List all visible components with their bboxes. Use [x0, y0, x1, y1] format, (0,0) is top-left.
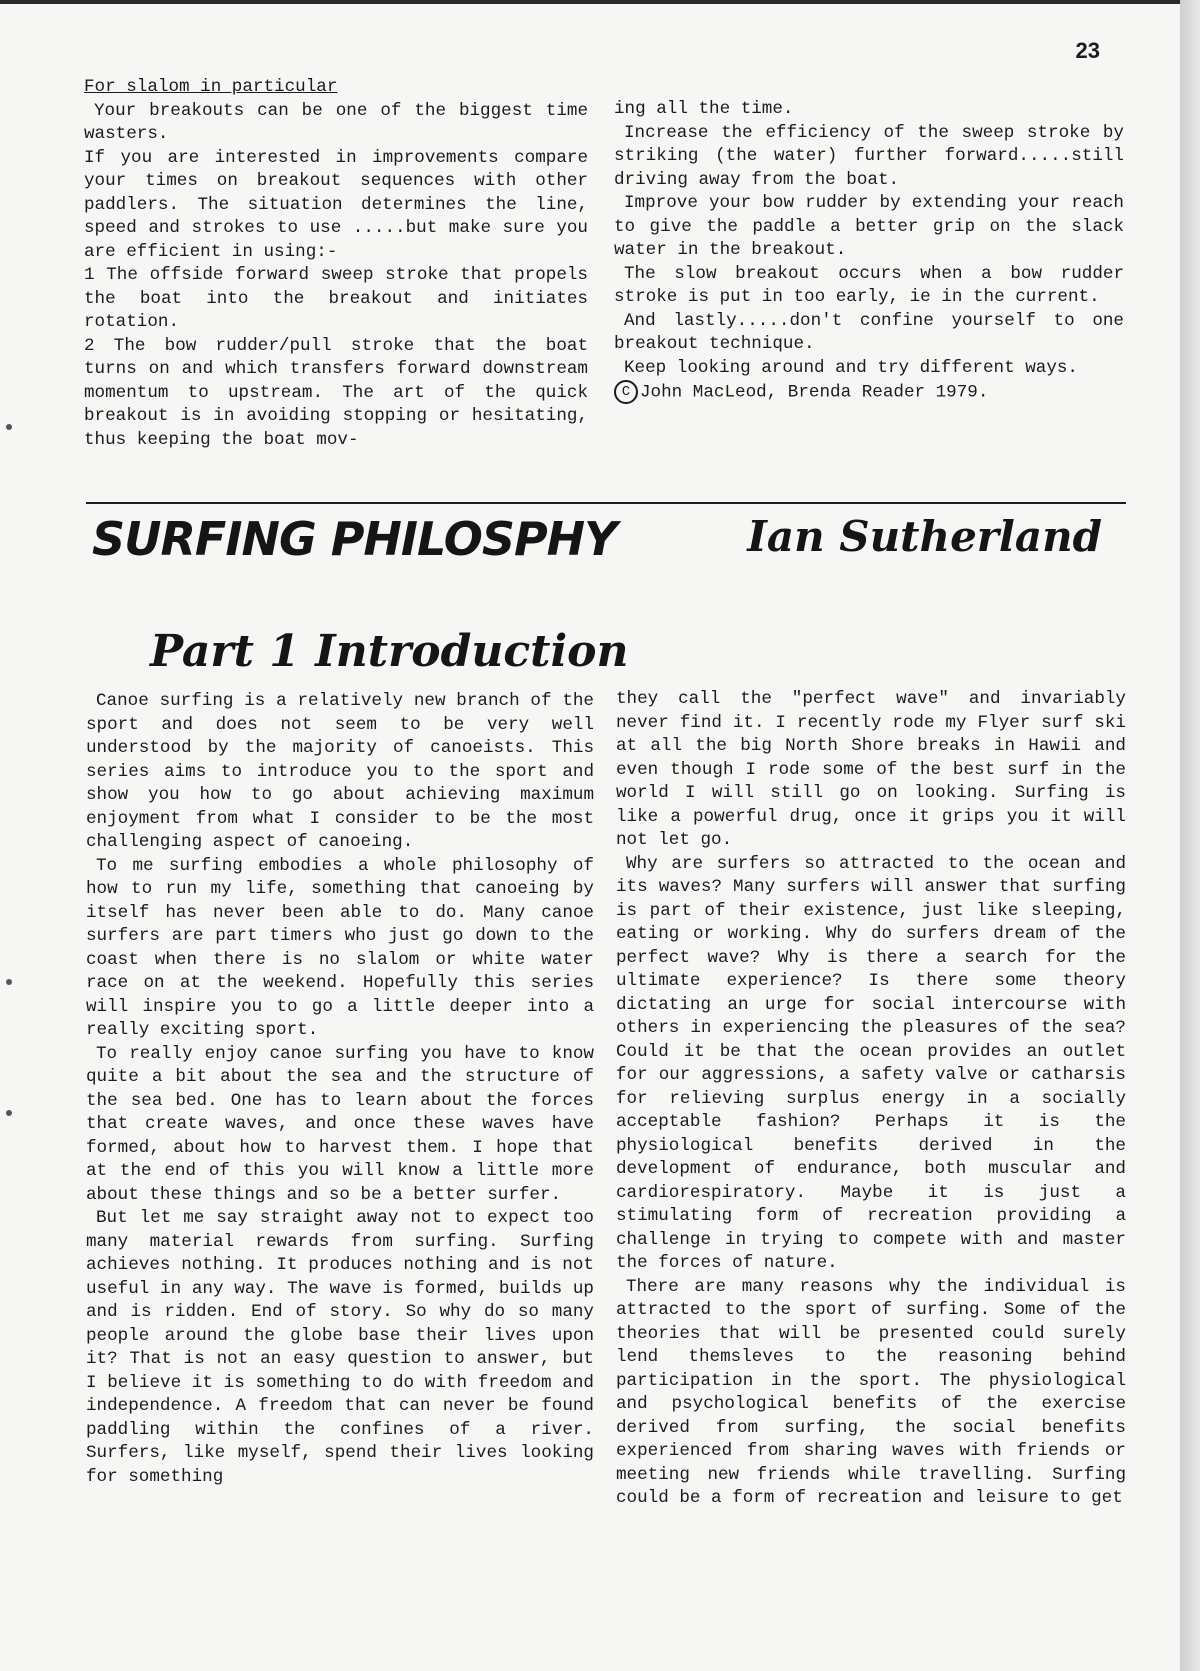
page-edge [1180, 0, 1200, 1671]
article-paragraph: To really enjoy canoe surfing you have to know quite a bit about the sea and the structure of the sea bed. One has to learn about the forces that create waves, and once these waves have formed, about how to harvest them. I hope that at the end of this you will know a little more about these things and so be a better surfer. [86, 1043, 594, 1205]
slalom-paragraph: 1 The offside forward sweep stroke that propels the boat into the breakout and initiates rotation. [84, 265, 588, 332]
article-paragraph: Canoe surfing is a relatively new branch of the sport and does not seem to be very well understood by the majority of canoeists. This series aims to introduce you to the sport and show you how to go about achieving maximum enjoyment from what I consider to be the most challenging aspect of canoeing. [86, 691, 594, 852]
article-part-heading: Part 1 Introduction [150, 626, 629, 677]
page-number: 23 [1075, 38, 1100, 63]
article-paragraph: they call the "perfect wave" and invariably never find it. I recently rode my Flyer surf ski at all the big North Shore breaks in Hawii and even though I rode some of the best surf in the world I will still go on looking. Surfing is like a powerful drug, once it grips you it will not let go. [616, 689, 1126, 850]
slalom-paragraph: 2 The bow rudder/pull stroke that the boat turns on and which transfers forward downstream momentum to upstream. The art of the quick breakout is in avoiding stopping or hesitating, thus keeping the boat mov- [84, 335, 588, 450]
binding-mark [6, 1110, 12, 1116]
article-paragraph: But let me say straight away not to expect too many material rewards from surfing. Surfing achieves nothing. It produces nothing and is not useful in any way. The wave is formed, builds up and is ridden. End of story. So why do so many people around the globe base their lives upon it? That is not an easy question to answer, but I believe it is something to do with freedom and independence. A freedom that can never be found paddling within the confines of a river. Surfers, like myself, spend their lives looking for something [86, 1208, 594, 1487]
article-paragraph: Why are surfers so attracted to the ocean and its waves? Many surfers will answer that surfing is part of their existence, just like sleeping, eating or working. Why do surfers dream of the perfect wave? Why is there a search for the ultimate experience? Is there some theory dictating an urge for social intercourse with others in experiencing the pleasures of the sea? Could it be that the ocean provides an outlet for our aggressions, a safety valve or catharsis for relieving surplus energy in a socially acceptable fashion? Perhaps it is the physiological benefits derived in the development of endurance, both muscular and cardiorespiratory. Maybe it is just a stimulating form of recreation providing a challenge in trying to compete with and master the forces of nature. [616, 853, 1126, 1273]
copyright-line [614, 380, 1124, 405]
article-paragraph: To me surfing embodies a whole philosophy of how to run my life, something that canoeing by itself has never been able to do. Many canoe surfers are part timers who just go down to the coast when there is no slalom or white water race on at the weekend. Hopefully this series will inspire you to go a little deeper into a really exciting sport. [86, 855, 594, 1040]
section-divider [86, 502, 1126, 504]
slalom-paragraph: If you are interested in improvements compare your times on breakout sequences with other paddlers. The situation determines the line, speed and strokes to use .....but make sure you are efficient in using:- [84, 147, 588, 262]
binding-mark [6, 424, 12, 430]
binding-mark [6, 979, 12, 985]
article-paragraph: There are many reasons why the individual is attracted to the sport of surfing. Some of the theories that will be presented could surely lend themsleves to the reasoning behind participation in the sport. The physiological and psychological benefits of the exercise derived from surfing, the social benefits experienced from sharing waves with friends or meeting new friends while travelling. Surfing could be a form of recreation and leisure to get [616, 1276, 1126, 1508]
article-title: SURFING PHILOSPHY [92, 512, 617, 566]
slalom-right-column [614, 98, 1124, 405]
copyright-icon: C [614, 380, 638, 404]
slalom-paragraph: Improve your bow rudder by extending your reach to give the paddle a better grip on the slack water in the breakout. [614, 193, 1124, 260]
slalom-paragraph: And lastly.....don't confine yourself to one breakout technique. [614, 310, 1124, 354]
slalom-paragraph: Keep looking around and try different ways. [624, 357, 1078, 378]
slalom-paragraph: Your breakouts can be one of the biggest time wasters. [84, 100, 588, 144]
slalom-paragraph: ing all the time. [614, 99, 794, 119]
slalom-paragraph: The slow breakout occurs when a bow rudder stroke is put in too early, ie in the current. [614, 263, 1124, 307]
copyright-text: John MacLeod, Brenda Reader 1979. [640, 382, 989, 403]
article-author: Ian Sutherland [747, 512, 1102, 561]
slalom-heading: For slalom in particular [84, 77, 338, 97]
article-left-column [86, 690, 594, 1489]
slalom-left-column [84, 76, 588, 452]
article-right-column [616, 688, 1126, 1511]
slalom-paragraph: Increase the efficiency of the sweep stroke by striking (the water) further forward.....still driving away from the boat. [614, 122, 1124, 190]
